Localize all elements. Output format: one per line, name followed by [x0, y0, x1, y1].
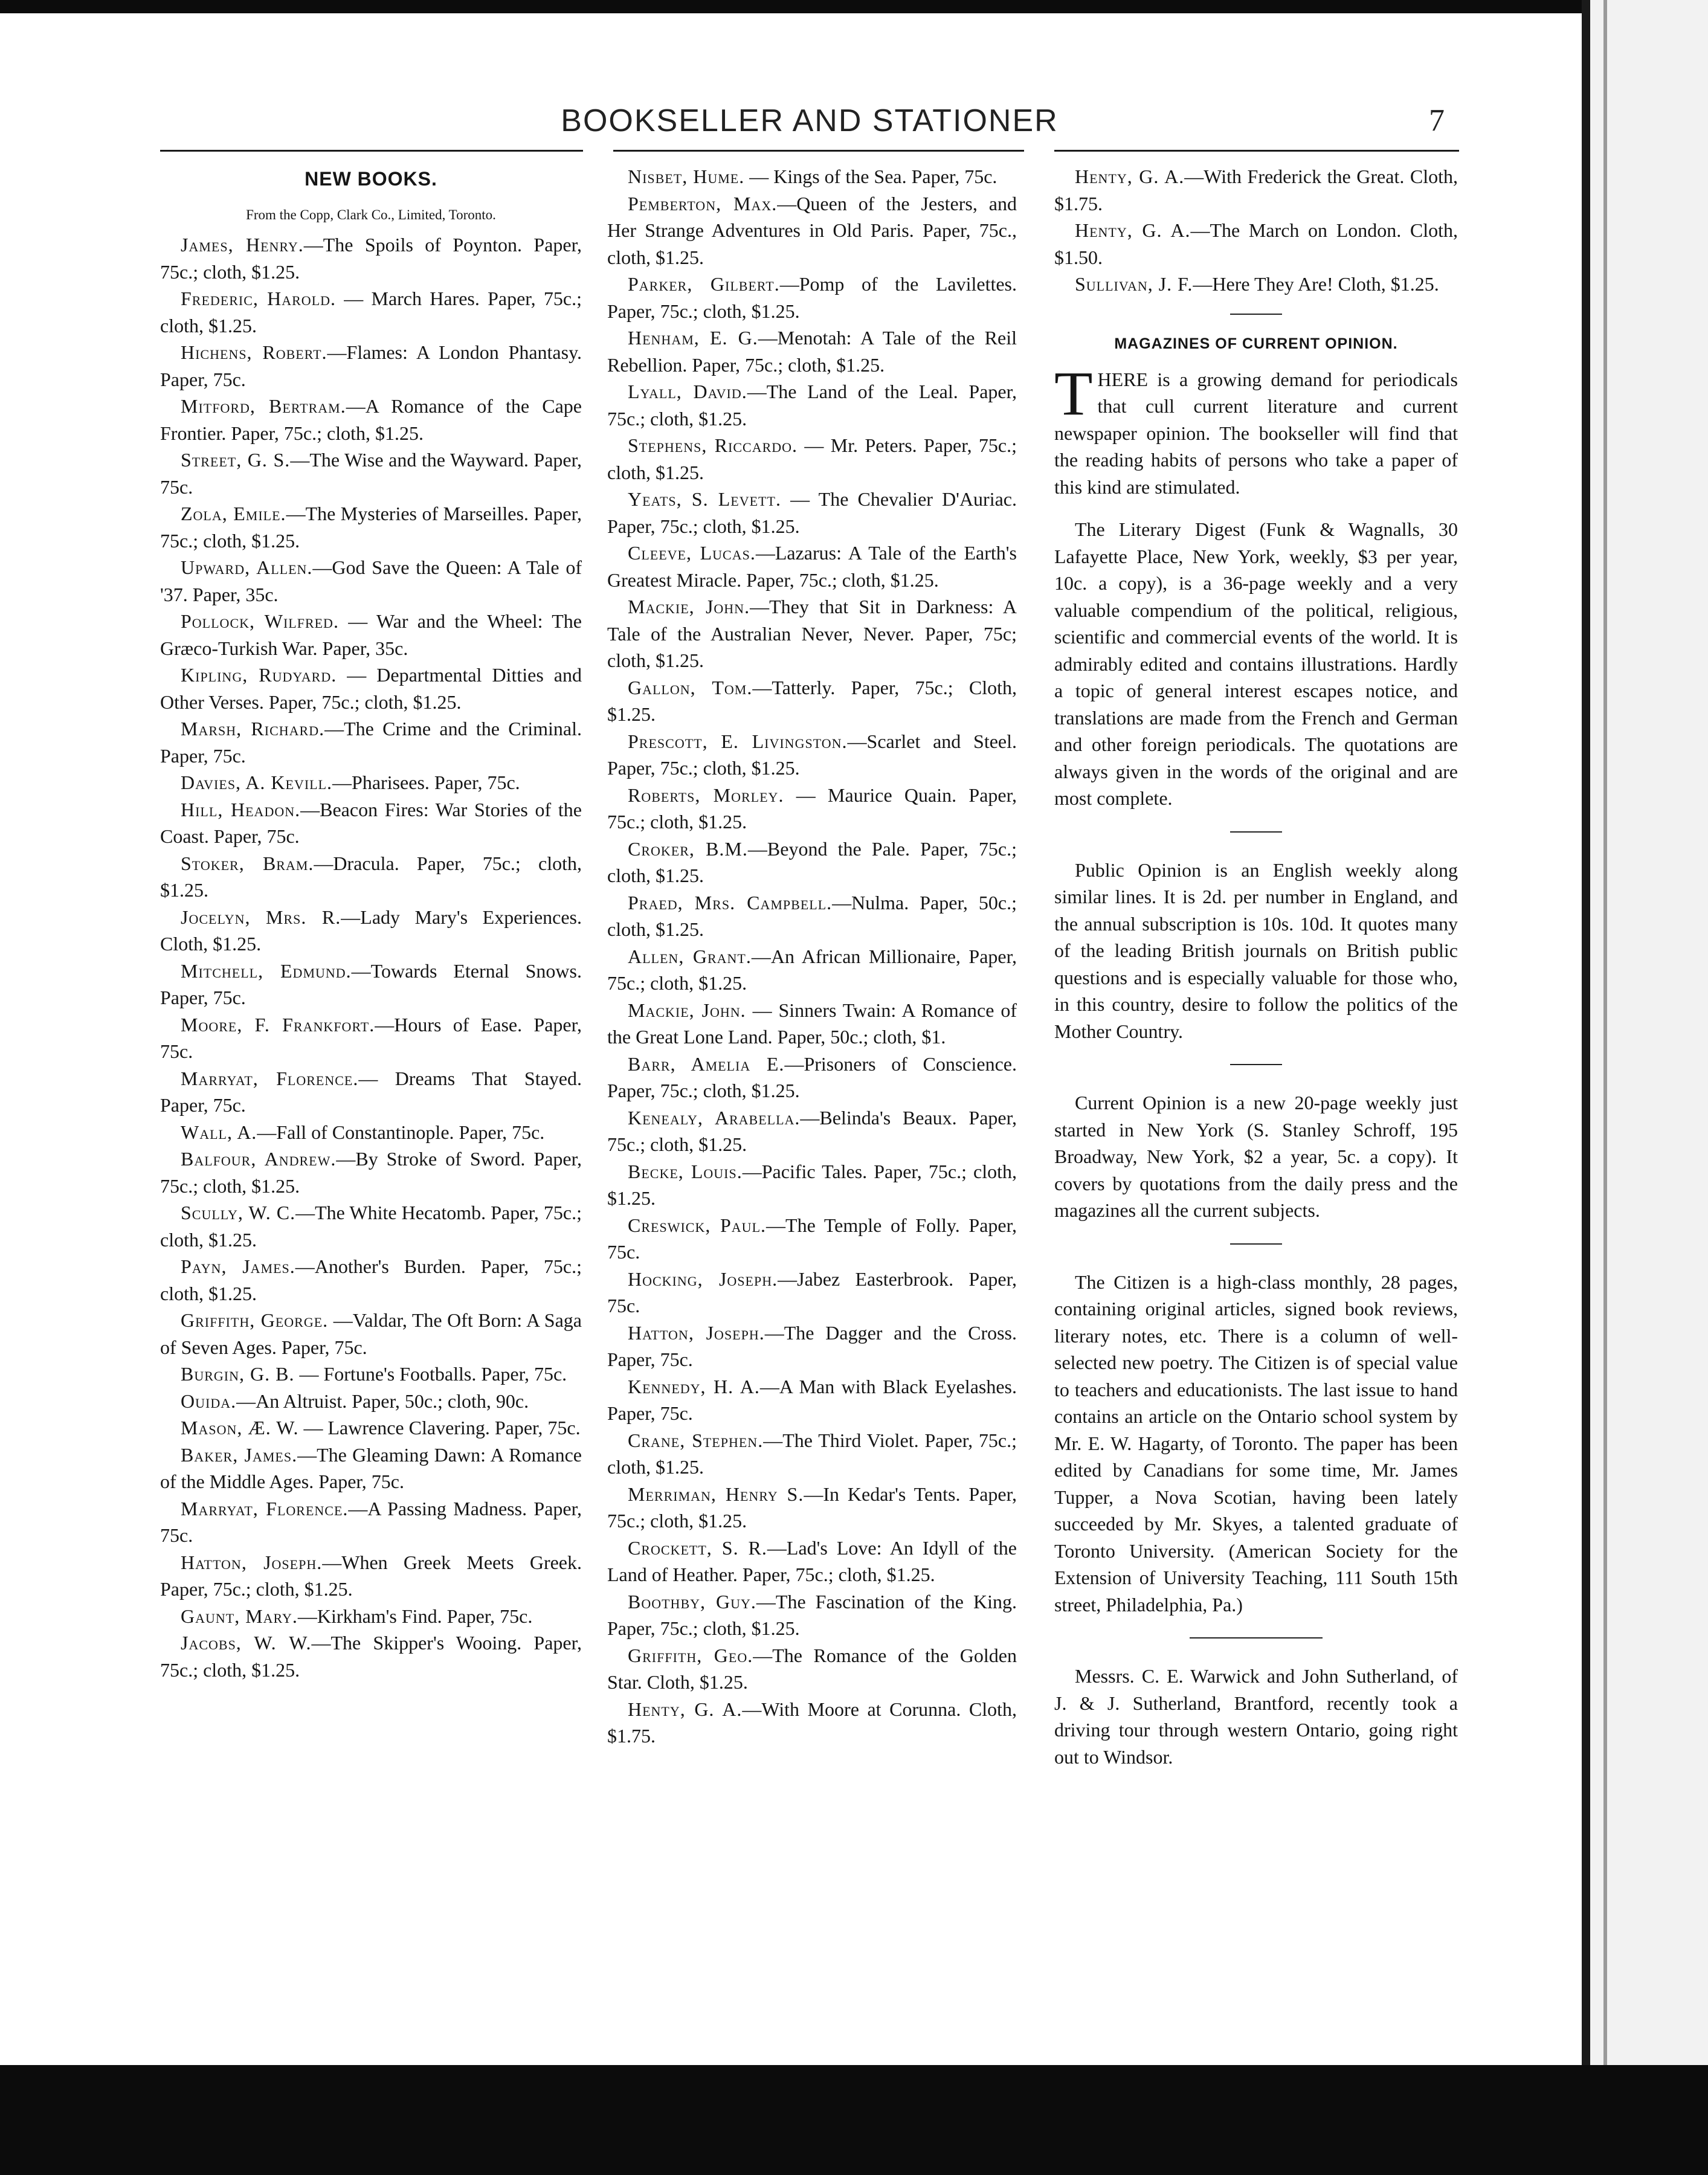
book-author: Henham, E. G.: [628, 327, 758, 349]
book-author: Jocelyn, Mrs. R.: [181, 906, 341, 928]
column-new-books-1: [160, 163, 582, 1683]
book-title-and-price: —The Crime and the Criminal. Paper, 75c.: [160, 718, 582, 767]
book-entry: [160, 1307, 582, 1361]
book-author: Parker, Gilbert.: [628, 273, 780, 295]
book-title-and-price: —A Passing Madness. Paper, 75c.: [160, 1497, 582, 1546]
column1-top-rule: [160, 150, 583, 152]
book-author: Marsh, Richard.: [181, 718, 325, 740]
citizen-paragraph: The Citizen is a high-class monthly, 28 pages, containing original articles, signed book reviews, literary notes, etc. There is a column of well-selected new poetry. The Citizen is of special value to teachers and educationists. The last issue to hand contains an article on the Ontario school system by Mr. E. W. Hagarty, of Toronto. The paper has been edited by Canadians for some time, Mr. James Tupper, a Nova Scotian, having been lately succeeded by Mr. Skyes, a talented graduate of Toronto University. (American Society for the Extension of University Teaching, 111 South 15th street, Philadelphia, Pa.): [1054, 1271, 1458, 1616]
publication-title: BOOKSELLER AND STATIONER: [561, 103, 1059, 138]
book-author: Zola, Emile.: [181, 503, 286, 524]
book-author: Upward, Allen.: [181, 556, 313, 578]
book-title-and-price: —Pharisees. Paper, 75c.: [332, 772, 520, 793]
page-number: 7: [1429, 103, 1445, 138]
book-entry: [607, 324, 1017, 378]
book-title-and-price: — Lawrence Clavering. Paper, 75c.: [298, 1417, 581, 1439]
book-author: Hill, Headon.: [181, 798, 301, 820]
book-title-and-price: —An Altruist. Paper, 50c.; cloth, 90c.: [236, 1390, 529, 1412]
book-title-and-price: —Lad's Love: An Idyll of the Land of Heather. Paper, 75c.; cloth, $1.25.: [607, 1536, 1017, 1585]
book-author: Praed, Mrs. Campbell.: [628, 891, 833, 914]
book-entry: [160, 500, 582, 554]
book-entry: [160, 231, 582, 285]
paragraph-divider: [1230, 831, 1282, 833]
book-author: Ouida.: [181, 1390, 237, 1412]
book-author: Griffith, George.: [181, 1309, 329, 1331]
book-author: Becke, Louis.: [628, 1160, 743, 1182]
book-entry: [160, 662, 582, 715]
book-entry: [160, 1011, 582, 1065]
book-author: Boothby, Guy.: [628, 1590, 756, 1613]
book-author: Street, G. S.: [181, 449, 291, 471]
magazines-intro-paragraph: [1054, 358, 1458, 501]
book-entry: [1054, 163, 1458, 217]
book-title-and-price: —Scarlet and Steel. Paper, 75c.; cloth, $1.25.: [607, 730, 1017, 779]
book-entry: [607, 163, 1017, 190]
book-author: Frederic, Harold.: [181, 288, 337, 309]
book-title-and-price: —The Skipper's Wooing. Paper, 75c.; cloth, $1.25.: [160, 1632, 582, 1681]
book-author: Sullivan, J. F.: [1075, 273, 1193, 295]
book-author: Hichens, Robert.: [181, 341, 327, 363]
book-title-and-price: —With Frederick the Great. Cloth, $1.75.: [1054, 166, 1458, 214]
publisher-source-line: From the Copp, Clark Co., Limited, Toronto.: [246, 207, 496, 222]
public-opinion-paragraph: Public Opinion is an English weekly along similar lines. It is 2d. per number in England, and the annual subscription is 10s. 10d. It quotes many of the leading British journals on British public questions and is especially valuable for those who, in this country, desire to follow the politics of the Mother Country.: [1054, 859, 1458, 1042]
column-magazines: [1054, 163, 1458, 1770]
book-title-and-price: —Kirkham's Find. Paper, 75c.: [297, 1605, 533, 1627]
book-entry: [160, 1549, 582, 1603]
book-author: James, Henry.: [181, 234, 304, 256]
book-author: Yeats, S. Levett.: [628, 488, 781, 510]
book-title-and-price: —Jabez Easterbrook. Paper, 75c.: [607, 1268, 1017, 1316]
book-author: Pemberton, Max.: [628, 192, 778, 214]
book-title-and-price: —Belinda's Beaux. Paper, 75c.; cloth, $1.25.: [607, 1106, 1017, 1155]
book-author: Wall, A.: [181, 1121, 257, 1143]
book-entry: [607, 1266, 1017, 1320]
book-title-and-price: —A Romance of the Cape Frontier. Paper, 75c.; cloth, $1.25.: [160, 395, 582, 444]
book-author: Jacobs, W. W.: [181, 1632, 312, 1654]
book-entry: [160, 796, 582, 850]
book-entry: [160, 393, 582, 446]
book-entry: [160, 850, 582, 904]
book-entry: [160, 904, 582, 958]
book-author: Hatton, Joseph.: [181, 1551, 323, 1573]
book-author: Balfour, Andrew.: [181, 1148, 337, 1170]
magazines-heading: MAGAZINES OF CURRENT OPINION.: [1114, 335, 1398, 352]
book-author: Davies, A. Kevill.: [181, 772, 333, 793]
book-author: Gaunt, Mary.: [181, 1605, 298, 1627]
intro-text: HERE is a growing demand for periodicals that cull current literature and current newspaper opinion. The bookseller will find that the reading habits of persons who take a paper of this kind are stimulated.: [1054, 368, 1458, 498]
book-entry: [160, 554, 582, 608]
book-title-and-price: —An African Millionaire, Paper, 75c.; cloth, $1.25.: [607, 945, 1017, 994]
book-author: Mason, Æ. W.: [181, 1417, 299, 1439]
book-title-and-price: —The Wise and the Wayward. Paper, 75c.: [160, 449, 582, 498]
book-title-and-price: — Kings of the Sea. Paper, 75c.: [744, 166, 997, 187]
book-entry: [607, 1212, 1017, 1266]
book-entry: [607, 378, 1017, 432]
book-title-and-price: — Sinners Twain: A Romance of the Great Lone Land. Paper, 50c.; cloth, $1.: [607, 999, 1017, 1048]
book-entry: [160, 958, 582, 1011]
book-title-and-price: —Here They Are! Cloth, $1.25.: [1193, 273, 1439, 295]
book-title-and-price: —The Mysteries of Marseilles. Paper, 75c.; cloth, $1.25.: [160, 503, 582, 552]
book-author: Crane, Stephen.: [628, 1429, 764, 1451]
book-entry: [607, 486, 1017, 540]
book-title-and-price: — Maurice Quain. Paper, 75c.; cloth, $1.25.: [607, 784, 1017, 833]
book-entry: [160, 1361, 582, 1388]
running-header: [160, 103, 1459, 145]
book-entry: [607, 943, 1017, 997]
book-title-and-price: — War and the Wheel: The Græco-Turkish War. Paper, 35c.: [160, 610, 582, 659]
book-entry: [160, 1629, 582, 1683]
book-title-and-price: —The Dagger and the Cross. Paper, 75c.: [607, 1321, 1017, 1370]
book-entry: [607, 782, 1017, 836]
book-list-continued: [607, 163, 1017, 1750]
book-title-and-price: —Towards Eternal Snows. Paper, 75c.: [160, 959, 582, 1008]
book-author: Henty, G. A.: [628, 1698, 743, 1720]
book-title-and-price: — Mr. Peters. Paper, 75c.; cloth, $1.25.: [607, 434, 1017, 483]
book-entry: [160, 1388, 582, 1415]
book-entry: [607, 728, 1017, 782]
book-entry: [160, 1414, 582, 1442]
book-entry: [607, 1051, 1017, 1104]
book-title-and-price: —The March on London. Cloth, $1.50.: [1054, 219, 1458, 268]
book-author: Moore, F. Frankfort.: [181, 1013, 375, 1036]
book-author: Kenealy, Arabella.: [628, 1106, 801, 1129]
book-title-and-price: —Pacific Tales. Paper, 75c.; cloth, $1.25.: [607, 1160, 1017, 1209]
book-author: Kipling, Rudyard.: [181, 664, 337, 686]
new-books-heading: NEW BOOKS.: [305, 168, 437, 190]
book-author: Crockett, S. R.: [628, 1536, 767, 1559]
book-author: Lyall, David.: [628, 381, 747, 402]
book-title-and-price: —Tatterly. Paper, 75c.; Cloth, $1.25.: [607, 676, 1017, 725]
book-author: Prescott, E. Livingston.: [628, 730, 848, 752]
book-entry: [160, 1603, 582, 1630]
book-author: Marryat, Florence.: [181, 1067, 359, 1089]
book-title-and-price: —Beacon Fires: War Stories of the Coast. Paper, 75c.: [160, 798, 582, 847]
book-author: Pollock, Wilfred.: [181, 610, 339, 632]
book-entry: [607, 1481, 1017, 1535]
book-title-and-price: — Fortune's Footballs. Paper, 75c.: [294, 1363, 567, 1385]
book-title-and-price: —The White Hecatomb. Paper, 75c.; cloth, $1.25.: [160, 1202, 582, 1251]
book-author: Kennedy, H. A.: [628, 1375, 760, 1397]
book-entry: [607, 674, 1017, 728]
book-title-and-price: —Lazarus: A Tale of the Earth's Greatest Miracle. Paper, 75c.; cloth, $1.25.: [607, 542, 1017, 591]
book-title-and-price: —Prisoners of Conscience. Paper, 75c.; cloth, $1.25.: [607, 1052, 1017, 1101]
book-entry: [607, 1588, 1017, 1642]
book-entry: [160, 715, 582, 769]
book-title-and-price: —When Greek Meets Greek. Paper, 75c.; cloth, $1.25.: [160, 1551, 582, 1600]
page-edge-shadow: [1582, 0, 1590, 2065]
book-title-and-price: —The Land of the Leal. Paper, 75c.; cloth, $1.25.: [607, 381, 1017, 430]
book-entry: [607, 1158, 1017, 1212]
book-entry: [160, 285, 582, 339]
book-entry: [160, 339, 582, 393]
book-entry: [1054, 271, 1458, 298]
book-author: Marryat, Florence.: [181, 1497, 349, 1519]
book-title-and-price: —Fall of Constantinople. Paper, 75c.: [257, 1121, 545, 1143]
book-author: Croker, B.M.: [628, 837, 748, 860]
book-entry: [607, 271, 1017, 324]
book-author: Henty, G. A.: [1075, 166, 1185, 187]
book-author: Stoker, Bram.: [181, 852, 314, 874]
book-entry: [160, 1442, 582, 1495]
book-title-and-price: —The Temple of Folly. Paper, 75c.: [607, 1214, 1017, 1263]
book-entry: [607, 593, 1017, 674]
book-entry: [160, 1119, 582, 1146]
book-author: Griffith, Geo.: [628, 1644, 753, 1666]
section-divider: [1230, 314, 1282, 315]
book-entry: [607, 997, 1017, 1051]
book-title-and-price: — Departmental Ditties and Other Verses. Paper, 75c.; cloth, $1.25.: [160, 664, 582, 713]
warwick-news-paragraph: Messrs. C. E. Warwick and John Sutherland, of J. & J. Sutherland, Brantford, recently took a driving tour through western Ontario, going right out to Windsor.: [1054, 1665, 1458, 1768]
book-author: Gallon, Tom.: [628, 676, 753, 698]
section-divider: [1190, 1637, 1323, 1638]
book-title-and-price: —The Fascination of the King. Paper, 75c.; cloth, $1.25.: [607, 1590, 1017, 1639]
book-author: Mitchell, Edmund.: [181, 959, 352, 982]
book-entry: [160, 1146, 582, 1199]
column-new-books-2: [607, 163, 1017, 1750]
book-author: Baker, James.: [181, 1443, 298, 1466]
paragraph-divider: [1230, 1243, 1282, 1245]
book-entry: [160, 1065, 582, 1119]
book-title-and-price: — March Hares. Paper, 75c.; cloth, $1.25.: [160, 288, 582, 337]
book-title-and-price: —Flames: A London Phantasy. Paper, 75c.: [160, 341, 582, 390]
book-author: Burgin, G. B.: [181, 1363, 295, 1385]
book-title-and-price: —God Save the Queen: A Tale of '37. Paper, 35c.: [160, 556, 582, 605]
current-opinion-paragraph: Current Opinion is a new 20-page weekly just started in New York (S. Stanley Schroff, 195 Broadway, New York, $2 a year, 5c. a copy). It covers by quotations from the daily press and the magazines all the current subjects.: [1054, 1092, 1458, 1221]
book-entry: [607, 432, 1017, 486]
book-title-and-price: —Nulma. Paper, 50c.; cloth, $1.25.: [607, 891, 1017, 940]
book-entry: [160, 1199, 582, 1253]
book-entry: [607, 1696, 1017, 1750]
book-entry: [1054, 217, 1458, 271]
book-entry: [607, 190, 1017, 271]
column2-top-rule: [613, 150, 1024, 152]
scan-bottom-border: [0, 2065, 1708, 2175]
book-entry: [607, 1320, 1017, 1373]
book-author: Roberts, Morley.: [628, 784, 784, 806]
book-title-and-price: — Dreams That Stayed. Paper, 75c.: [160, 1067, 582, 1116]
book-author: Cleeve, Lucas.: [628, 542, 756, 564]
book-title-and-price: —Beyond the Pale. Paper, 75c.; cloth, $1.25.: [607, 837, 1017, 886]
book-title-and-price: —Queen of the Jesters, and Her Strange Adventures in Old Paris. Paper, 75c., cloth, $1.25.: [607, 192, 1017, 268]
book-entry: [607, 889, 1017, 943]
book-list-end: [1054, 163, 1458, 298]
book-author: Hatton, Joseph.: [628, 1321, 765, 1344]
book-title-and-price: —They that Sit in Darkness: A Tale of the Australian Never, Never. Paper, 75c; cloth, $1.25.: [607, 596, 1017, 671]
book-title-and-price: —By Stroke of Sword. Paper, 75c.; cloth, $1.25.: [160, 1148, 582, 1197]
book-author: Payn, James.: [181, 1255, 295, 1277]
book-title-and-price: —A Man with Black Eyelashes. Paper, 75c.: [607, 1375, 1017, 1424]
book-author: Mackie, John.: [628, 596, 750, 617]
book-entry: [160, 769, 582, 796]
book-entry: [607, 1104, 1017, 1158]
book-entry: [160, 608, 582, 662]
book-author: Merriman, Henry S.: [628, 1483, 804, 1505]
literary-digest-paragraph: The Literary Digest (Funk & Wagnalls, 30 Lafayette Place, New York, weekly, $3 per year, 10c. a copy), is a 36-page weekly and a very valuable compendium of the political, religious, scientific and commercial events of the world. It is admirably edited and contains illustrations. Hardly a topic of general interest escapes notice, and translations are made from the French and German and other foreign periodicals. The quotations are always given in the words of the original and are most complete.: [1054, 518, 1458, 809]
book-title-and-price: —Valdar, The Oft Born: A Saga of Seven Ages. Paper, 75c.: [160, 1309, 582, 1358]
book-title-and-price: —Pomp of the Lavilettes. Paper, 75c.; cloth, $1.25.: [607, 273, 1017, 322]
book-author: Mackie, John.: [628, 999, 746, 1021]
scan-top-border: [0, 0, 1708, 13]
book-author: Barr, Amelia E.: [628, 1052, 785, 1075]
book-title-and-price: —The Romance of the Golden Star. Cloth, $1.25.: [607, 1644, 1017, 1693]
book-title-and-price: —Lady Mary's Experiences. Cloth, $1.25.: [160, 906, 582, 955]
book-title-and-price: — The Chevalier D'Auriac. Paper, 75c.; cloth, $1.25.: [607, 488, 1017, 537]
book-list: [160, 231, 582, 1683]
book-author: Mitford, Bertram.: [181, 395, 346, 417]
book-entry: [607, 540, 1017, 593]
book-title-and-price: —Another's Burden. Paper, 75c.; cloth, $1.25.: [160, 1255, 582, 1304]
book-author: Allen, Grant.: [628, 945, 752, 967]
book-author: Hocking, Joseph.: [628, 1268, 778, 1290]
book-entry: [607, 1373, 1017, 1427]
book-title-and-price: —With Moore at Corunna. Cloth, $1.75.: [607, 1698, 1017, 1747]
book-author: Henty, G. A.: [1075, 219, 1191, 241]
book-title-and-price: —The Third Violet. Paper, 75c.; cloth, $1.25.: [607, 1429, 1017, 1478]
book-title-and-price: —The Gleaming Dawn: A Romance of the Middle Ages. Paper, 75c.: [160, 1443, 582, 1492]
paragraph-divider: [1230, 1064, 1282, 1065]
book-title-and-price: —Menotah: A Tale of the Reil Rebellion. Paper, 75c.; cloth, $1.25.: [607, 327, 1017, 376]
book-entry: [607, 1642, 1017, 1696]
scan-right-edge: [1582, 0, 1708, 2175]
book-title-and-price: —The Spoils of Poynton. Paper, 75c.; cloth, $1.25.: [160, 234, 582, 283]
book-author: Creswick, Paul.: [628, 1214, 767, 1236]
drop-cap-letter: T: [1054, 358, 1093, 428]
page-edge-line: [1603, 0, 1607, 2065]
book-author: Nisbet, Hume.: [628, 166, 745, 187]
book-author: Stephens, Riccardo.: [628, 434, 798, 456]
book-entry: [160, 1495, 582, 1549]
book-entry: [160, 446, 582, 500]
book-author: Scully, W. C.: [181, 1202, 296, 1223]
book-entry: [607, 1427, 1017, 1481]
book-entry: [607, 1535, 1017, 1588]
book-title-and-price: —In Kedar's Tents. Paper, 75c.; cloth, $1.25.: [607, 1483, 1017, 1532]
book-title-and-price: —Hours of Ease. Paper, 75c.: [160, 1013, 582, 1062]
column3-top-rule: [1054, 150, 1459, 152]
book-title-and-price: —Dracula. Paper, 75c.; cloth, $1.25.: [160, 852, 582, 901]
book-entry: [160, 1253, 582, 1307]
book-entry: [607, 836, 1017, 889]
